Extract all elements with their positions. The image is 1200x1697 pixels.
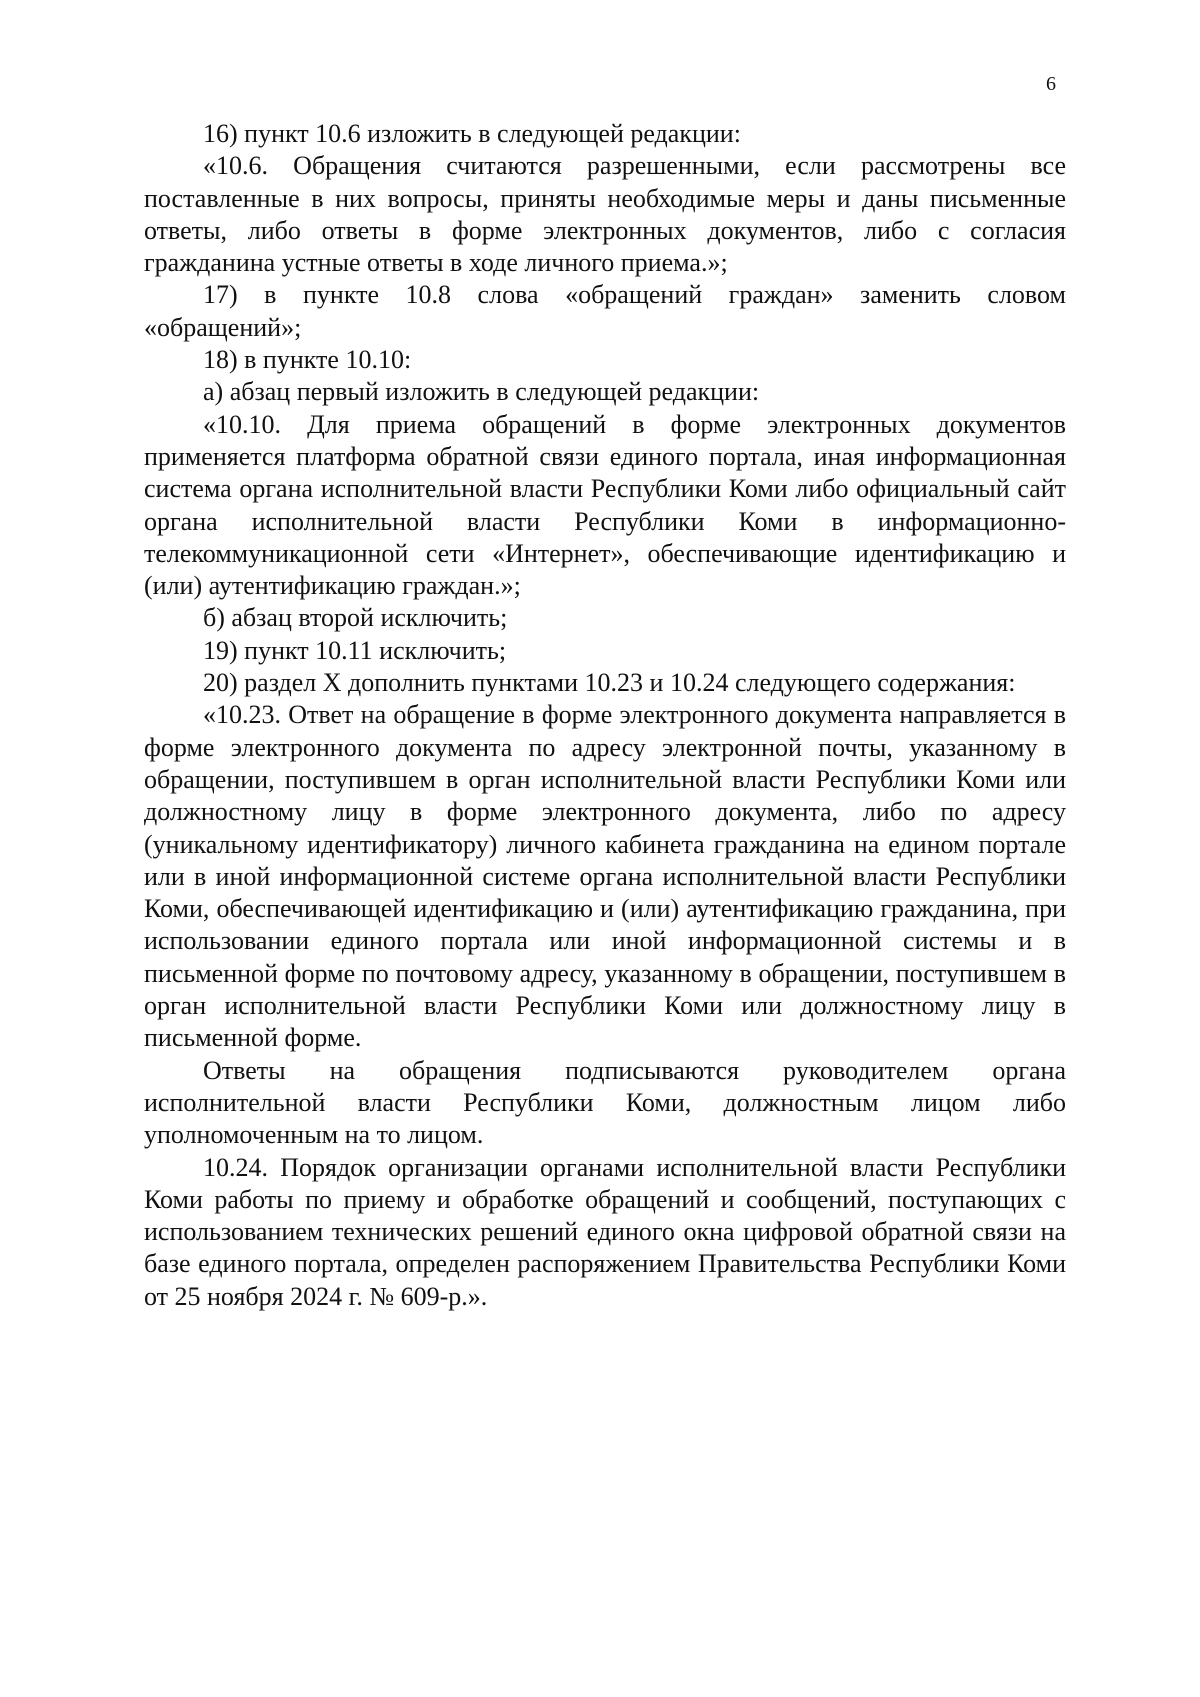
paragraph-item-17: 17) в пункте 10.8 слова «обращений граждан» заменить словом «обращений»;	[144, 280, 1066, 342]
paragraph-item-18a: а) абзац первый изложить в следующей редакции:	[203, 377, 760, 407]
paragraph-item-20: 20) раздел X дополнить пунктами 10.23 и 10.24 следующего содержания:	[203, 668, 1016, 698]
paragraph-item-18: 18) в пункте 10.10:	[203, 345, 412, 375]
document-body	[144, 118, 1066, 1313]
paragraph-quote-10-6: «10.6. Обращения считаются разрешенными, если рассмотрены все поставленные в них вопросы, приняты необходимые меры и даны письменные ответы, либо ответы в форме электронных документов, либо с согласия гражданина устные ответы в ходе личного приема.»;	[144, 151, 1066, 278]
paragraph-answers-signed: Ответы на обращения подписываются руководителем органа исполнительной власти Республики Коми, должностным лицом либо уполномоченным на то лицом.	[144, 1055, 1066, 1150]
paragraph-quote-10-24: 10.24. Порядок организации органами исполнительной власти Республики Коми работы по приему и обработке обращений и сообщений, поступающих с использованием технических решений единого окна цифровой обратной связи на базе единого портала, определен распоряжением Правительства Республики Коми от 25 ноября 2024 г. № 609-р.».	[144, 1152, 1066, 1311]
paragraph-quote-10-10: «10.10. Для приема обращений в форме электронных документов применяется платформа обратной связи единого портала, иная информационная система органа исполнительной власти Республики Коми либо официальный сайт органа исполнительной власти Республики Коми в информационно-телекоммуникационной сети «Интернет», обеспечивающие идентификацию и (или) аутентификацию граждан.»;	[144, 409, 1066, 601]
paragraph-item-16: 16) пункт 10.6 изложить в следующей редакции:	[203, 119, 741, 148]
paragraph-quote-10-23: «10.23. Ответ на обращение в форме электронного документа направляется в форме электронного документа по адресу электронной почты, указанному в обращении, поступившем в орган исполнительной власти Республики Коми или должностному лицу в форме электронного документа, либо по адресу (уникальному идентификатору) личного кабинета гражданина на едином портале или в иной информационной системе органа исполнительной власти Республики Коми, обеспечивающей идентификацию и (или) аутентификацию гражданина, при использовании единого портала или иной информационной системы и в письменной форме по почтовому адресу, указанному в обращении, поступившем в орган исполнительной власти Республики Коми или должностному лицу в письменной форме.	[144, 700, 1066, 1053]
paragraph-item-18b: б) абзац второй исключить;	[203, 603, 508, 633]
page-number: 6	[1046, 73, 1056, 95]
paragraph-item-19: 19) пункт 10.11 исключить;	[203, 635, 507, 665]
